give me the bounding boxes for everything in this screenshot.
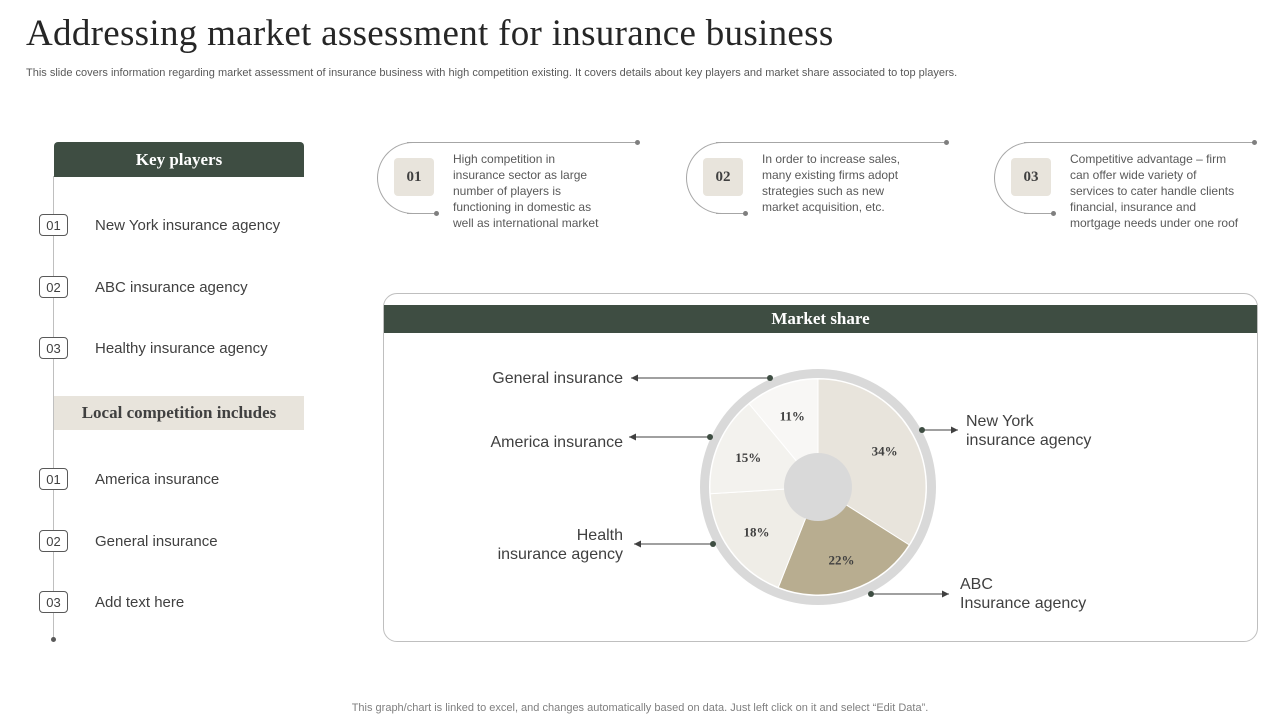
callout-arrowhead — [942, 591, 949, 598]
page-subtitle: This slide covers information regarding market assessment of insurance business with high competition existing. It covers details about key players and market share associated to top players. — [26, 67, 958, 79]
item-label: ABC insurance agency — [95, 278, 248, 296]
item-label: America insurance — [95, 470, 220, 488]
item-label: New York insurance agency — [95, 216, 281, 234]
card-text-line: services to cater handle clients — [1070, 184, 1235, 198]
card-text-line: insurance sector as large — [453, 168, 588, 182]
card-text-line: Competitive advantage – firm — [1070, 152, 1227, 166]
item-number: 02 — [39, 530, 68, 552]
card-text-line: financial, insurance and — [1070, 200, 1197, 214]
item-number: 01 — [39, 468, 68, 490]
callout-dot — [868, 591, 874, 597]
item-label: Add text here — [95, 593, 185, 611]
card-number: 01 — [394, 158, 434, 196]
card-number: 02 — [703, 158, 743, 196]
card-text-line: can offer wide variety of — [1070, 168, 1197, 182]
callout-arrowhead — [634, 541, 641, 548]
card-text-line: functioning in domestic as — [453, 200, 592, 214]
pie-percent-label: 34% — [871, 443, 898, 459]
item-number: 01 — [39, 214, 68, 236]
market-share-header: Market share — [384, 305, 1257, 333]
callout-label: America insurance — [490, 434, 623, 451]
card-text-line: well as international market — [453, 216, 599, 230]
callout-label: ABC — [960, 576, 993, 593]
callout-arrowhead — [631, 375, 638, 382]
card-text-line: many existing firms adopt — [762, 168, 899, 182]
card-text-line: High competition in — [453, 152, 556, 166]
pie-percent-label: 18% — [743, 524, 770, 540]
pie-percent-label: 15% — [735, 449, 762, 465]
callout-label: Insurance agency — [960, 595, 1087, 612]
callout-label: General insurance — [492, 370, 623, 387]
callout-arrowhead — [629, 434, 636, 441]
key-players-header: Key players — [54, 142, 304, 177]
callout-label: Health — [576, 527, 623, 544]
pie-percent-label: 22% — [828, 552, 855, 568]
footer-note: This graph/chart is linked to excel, and changes automatically based on data. Just left click on it and select “Edit Data”. — [351, 702, 929, 714]
item-number: 03 — [39, 591, 68, 613]
item-number: 03 — [39, 337, 68, 359]
item-label: Healthy insurance agency — [95, 339, 268, 357]
callout-label: insurance agency — [966, 432, 1092, 449]
card-text-line: strategies such as new — [762, 184, 885, 198]
item-number: 02 — [39, 276, 68, 298]
callout-label: insurance agency — [497, 546, 623, 563]
card-text-line: mortgage needs under one roof — [1070, 216, 1239, 230]
page-title: Addressing market assessment for insurance business — [26, 13, 834, 54]
card-number: 03 — [1011, 158, 1051, 196]
callout-dot — [919, 427, 925, 433]
callout-dot — [767, 375, 773, 381]
card-text-line: In order to increase sales, — [762, 152, 901, 166]
card-text-line: market acquisition, etc. — [762, 200, 885, 214]
callout-dot — [710, 541, 716, 547]
callout-arrowhead — [951, 427, 958, 434]
card-text-line: number of players is — [453, 184, 562, 198]
item-label: General insurance — [95, 532, 218, 550]
pie-percent-label: 11% — [779, 408, 805, 424]
callout-label: New York — [966, 413, 1034, 430]
local-competition-header: Local competition includes — [54, 396, 304, 430]
pie-center-hole — [784, 453, 852, 521]
callout-dot — [707, 434, 713, 440]
